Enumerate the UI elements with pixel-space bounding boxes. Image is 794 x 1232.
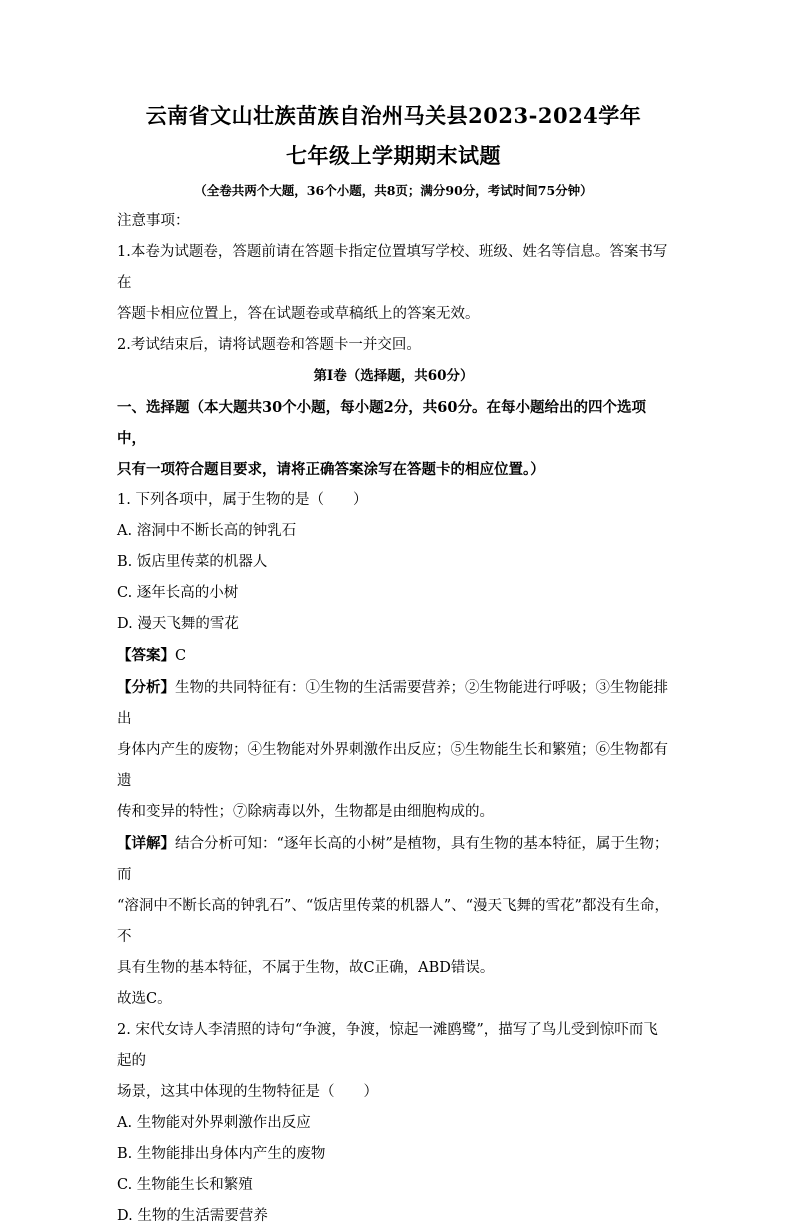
title-line-2: 七年级上学期期末试题 [286, 143, 501, 168]
analysis-text-1: 生物的共同特征有：①生物的生活需要营养；②生物能进行呼吸；③生物能排出 [117, 680, 668, 727]
question-2-option-c: C. 生物能生长和繁殖 [117, 1177, 253, 1193]
answer-tag: 【答案】 [117, 647, 175, 664]
notes-item-1-line-2: 答题卡相应位置上，答在试题卷或草稿纸上的答案无效。 [117, 306, 480, 322]
notes-item-1-line-1: 1.本卷为试题卷，答题前请在答题卡指定位置填写学校、班级、姓名等信息。答案书写在 [117, 244, 668, 291]
section-instruction-line-1: 一、选择题（本大题共30个小题，每小题2分，共60分。在每小题给出的四个选项中， [117, 399, 646, 447]
question-1-option-b: B. 饭店里传菜的机器人 [117, 554, 268, 570]
analysis-tag: 【分析】 [117, 679, 175, 696]
question-1-answer [117, 640, 670, 672]
notes-item-2: 2.考试结束后，请将试题卷和答题卡一并交回。 [117, 337, 421, 353]
question-1 [117, 485, 670, 1015]
section-instruction-line-2: 只有一项符合题目要求，请将正确答案涂写在答题卡的相应位置。） [117, 461, 545, 478]
question-1-detail-line-1 [117, 828, 670, 891]
question-1-option-c: C. 逐年长高的小树 [117, 585, 239, 601]
section-title: 第Ⅰ卷（选择题，共60分） [313, 368, 474, 384]
answer-value: C [175, 648, 187, 664]
detail-tag: 【详解】 [117, 835, 175, 852]
question-2-stem-line-2: 场景，这其中体现的生物特征是（ ） [117, 1084, 378, 1100]
question-1-detail-line-3: 具有生物的基本特征，不属于生物，故C正确，ABD错误。 [117, 960, 495, 976]
question-1-option-a: A. 溶洞中不断长高的钟乳石 [117, 523, 297, 539]
question-2-option-d: D. 生物的生活需要营养 [117, 1208, 268, 1224]
exam-page [117, 100, 670, 1232]
question-2-option-a: A. 生物能对外界刺激作出反应 [117, 1115, 311, 1131]
notes-heading: 注意事项： [117, 213, 190, 229]
question-1-analysis-line-2: 身体内产生的废物；④生物能对外界刺激作出反应；⑤生物能生长和繁殖；⑥生物都有遗 [117, 742, 668, 789]
question-1-analysis-line-1 [117, 672, 670, 735]
question-2-stem-line-1: 2. 宋代女诗人李清照的诗句“争渡，争渡，惊起一滩鸥鹭”，描写了鸟儿受到惊吓而飞起的 [117, 1022, 658, 1069]
question-1-detail-line-2: “溶洞中不断长高的钟乳石”、“饭店里传菜的机器人”、“漫天飞舞的雪花”都没有生命，不 [117, 898, 669, 945]
question-1-analysis-line-3: 传和变异的特性；⑦除病毒以外，生物都是由细胞构成的。 [117, 804, 494, 820]
title-line-1: 云南省文山壮族苗族自治州马关县2023-2024学年 [145, 103, 642, 128]
question-1-conclusion: 故选C。 [117, 991, 172, 1007]
question-1-option-d: D. 漫天飞舞的雪花 [117, 616, 239, 632]
question-2-option-b: B. 生物能排出身体内产生的废物 [117, 1146, 326, 1162]
exam-info: （全卷共两个大题，36个小题，共8页；满分90分，考试时间75分钟） [194, 183, 593, 198]
notes-block [117, 206, 670, 361]
detail-text-1: 结合分析可知：“逐年长高的小树”是植物，具有生物的基本特征，属于生物；而 [117, 836, 669, 883]
question-2 [117, 1015, 670, 1232]
question-1-stem: 1. 下列各项中，属于生物的是（ ） [117, 492, 368, 508]
